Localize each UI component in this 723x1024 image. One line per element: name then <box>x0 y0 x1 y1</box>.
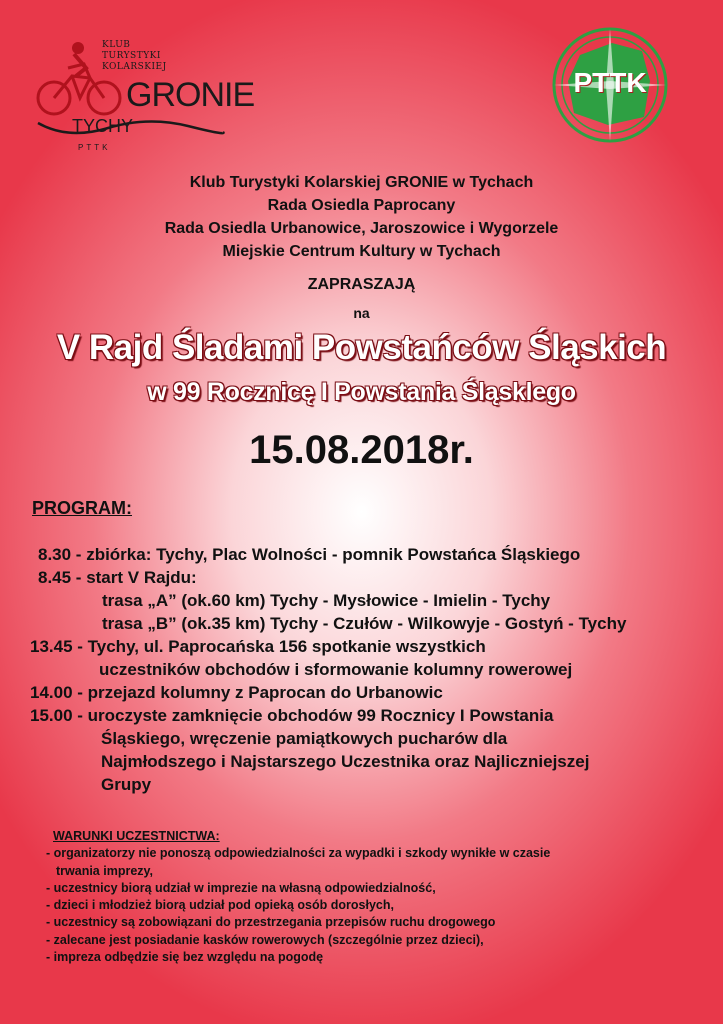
program-list <box>0 543 723 796</box>
program-row <box>0 589 723 612</box>
organizer-1: Klub Turystyki Kolarskiej GRONIE w Tychach <box>189 174 534 191</box>
condition-item: trwania imprezy, <box>56 863 154 878</box>
program-line: 13.45 - Tychy, ul. Paprocańska 156 spotkanie wszystkich <box>30 637 486 656</box>
organizers-block <box>0 171 723 263</box>
program-line: 14.00 - przejazd kolumny z Paprocan do Urbanowic <box>30 683 443 702</box>
na-text: na <box>353 305 370 321</box>
program-row <box>0 750 723 773</box>
program-line: 8.30 - zbiórka: Tychy, Plac Wolności - pomnik Powstańca Śląskiego <box>38 545 581 564</box>
program-row <box>0 543 723 566</box>
program-row <box>0 681 723 704</box>
logo-name: GRONIE <box>126 76 255 114</box>
pttk-logo-text: PTTK <box>573 67 647 98</box>
logo-line-3: KOLARSKIEJ <box>102 62 167 72</box>
logo-line-2: TURYSTYKI <box>102 51 161 61</box>
condition-item: - impreza odbędzie się bez względu na pogodę <box>46 950 324 965</box>
program-heading: PROGRAM: <box>32 498 132 518</box>
program-line: Grupy <box>101 775 152 794</box>
program-line: Śląskiego, wręczenie pamiątkowych pucharów dla <box>101 729 508 748</box>
logo-org: PTTK <box>78 143 111 152</box>
logo-club-text <box>102 40 167 73</box>
program-row <box>0 658 723 681</box>
organizer-3: Rada Osiedla Urbanowice, Jaroszowice i Wygorzele <box>164 220 559 237</box>
condition-item: - zalecane jest posiadanie kasków rowerowych (szczególnie przez dzieci), <box>46 932 484 947</box>
program-row <box>0 612 723 635</box>
program-row <box>0 566 723 589</box>
program-row <box>0 727 723 750</box>
program-line: trasa „B” (ok.35 km) Tychy - Czułów - Wilkowyje - Gostyń - Tychy <box>102 614 627 633</box>
logo-city: TYCHY <box>72 116 134 136</box>
condition-item: - uczestnicy biorą udział w imprezie na własną odpowiedzialność, <box>46 880 436 895</box>
condition-item: - dzieci i młodzież biorą udział pod opieką osób dorosłych, <box>46 898 394 913</box>
program-line: uczestników obchodów i sformowanie kolumny rowerowej <box>99 660 573 679</box>
program-line: Najmłodszego i Najstarszego Uczestnika oraz Najliczniejszej <box>101 752 590 771</box>
organizer-2: Rada Osiedla Paprocany <box>267 197 456 214</box>
event-title: V Rajd Śladami Powstańców Śląskich <box>56 328 667 367</box>
event-date: 15.08.2018r. <box>249 428 474 472</box>
conditions-block <box>46 828 716 966</box>
condition-item: - uczestnicy są zobowiązani do przestrzegania przepisów ruchu drogowego <box>46 915 496 930</box>
program-line: trasa „A” (ok.60 km) Tychy - Mysłowice - Imielin - Tychy <box>102 591 551 610</box>
logo-line-1: KLUB <box>102 40 131 50</box>
pttk-logo <box>550 25 670 145</box>
program-line: 8.45 - start V Rajdu: <box>38 568 197 587</box>
program-row <box>0 773 723 796</box>
event-subtitle: w 99 Rocznicę I Powstania Śląsklego <box>147 378 576 406</box>
gronie-logo <box>28 28 255 163</box>
program-line: 15.00 - uroczyste zamknięcie obchodów 99 Rocznicy I Powstania <box>30 706 554 725</box>
conditions-heading: WARUNKI UCZESTNICTWA: <box>53 829 220 843</box>
program-row <box>0 635 723 658</box>
organizer-4: Miejskie Centrum Kultury w Tychach <box>222 243 501 260</box>
invite-text: ZAPRASZAJĄ <box>307 276 416 293</box>
condition-item: - organizatorzy nie ponoszą odpowiedzialności za wypadki i szkody wynikłe w czasie <box>46 846 551 861</box>
program-row <box>0 704 723 727</box>
